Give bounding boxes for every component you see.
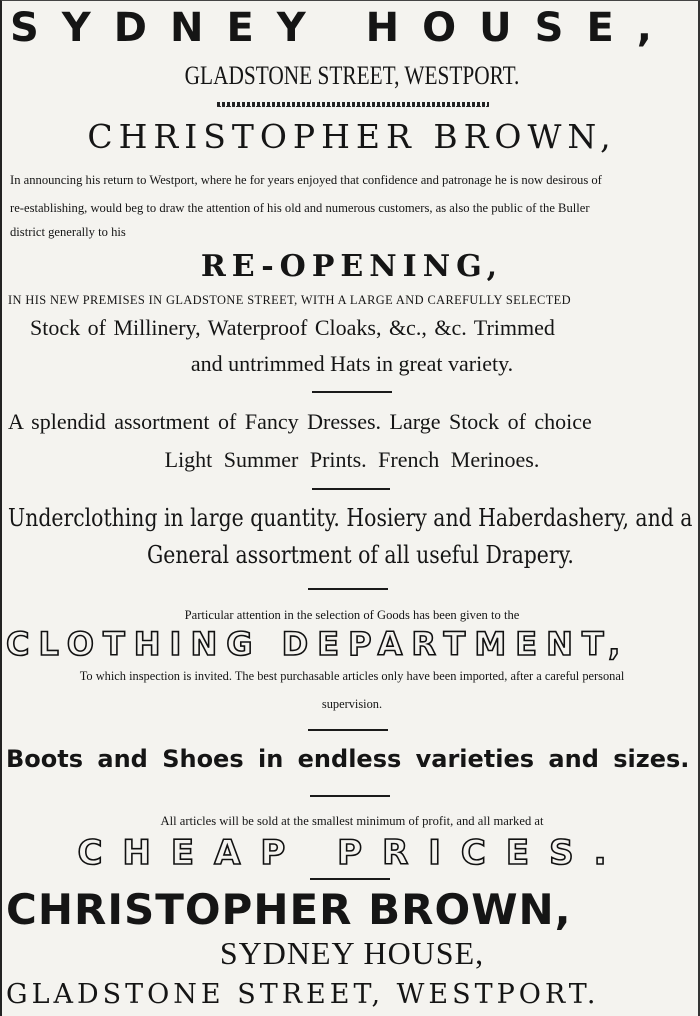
divider-5 bbox=[310, 795, 390, 797]
divider-3 bbox=[308, 588, 388, 590]
clothing-lead: Particular attention in the selection of Goods has been given to the bbox=[184, 608, 520, 622]
drapery-line-1: Underclothing in large quantity. Hosiery and Haberdashery, and a bbox=[8, 504, 693, 532]
stock-line-1: Stock of Millinery, Waterproof Cloaks, &c., &c. Trimmed bbox=[30, 315, 555, 340]
intro-line-1: In announcing his return to Westport, where he for years enjoyed that confidence and patronage he is now desirous of bbox=[10, 173, 602, 187]
footer-house: SYDNEY HOUSE, bbox=[219, 935, 485, 971]
pricing-lead: All articles will be sold at the smallest minimum of profit, and all marked at bbox=[160, 814, 544, 828]
intro-line-3: district generally to his bbox=[10, 225, 126, 239]
stock-line-2: and untrimmed Hats in great variety. bbox=[190, 351, 514, 376]
footer-address: GLADSTONE STREET, WESTPORT. bbox=[6, 979, 600, 1010]
reopening-heading: RE-OPENING, bbox=[200, 249, 504, 284]
ornamental-rule bbox=[217, 102, 489, 107]
dresses-line-1: A splendid assortment of Fancy Dresses. Large Stock of choice bbox=[8, 409, 592, 434]
drapery-line-2: General assortment of all useful Drapery. bbox=[147, 541, 574, 569]
proprietor-name: CHRISTOPHER BROWN, bbox=[87, 117, 617, 156]
shop-title: SYDNEY HOUSE, bbox=[10, 5, 675, 51]
divider-6 bbox=[310, 878, 390, 880]
divider-2 bbox=[312, 488, 390, 490]
divider-4 bbox=[308, 729, 388, 731]
premises-line: IN HIS NEW PREMISES IN GLADSTONE STREET, WITH A LARGE AND CAREFULLY SELECTED bbox=[8, 293, 571, 307]
cheap-prices-heading: CHEAP PRICES. bbox=[77, 833, 627, 873]
shop-address: GLADSTONE STREET, WESTPORT. bbox=[184, 61, 520, 90]
clothing-heading: CLOTHING DEPARTMENT, bbox=[6, 625, 630, 663]
clothing-note-2: supervision. bbox=[321, 697, 383, 711]
dresses-line-2: Light Summer Prints. French Merinoes. bbox=[164, 447, 540, 472]
boots-line: Boots and Shoes in endless varieties and sizes. bbox=[6, 745, 690, 773]
divider-1 bbox=[312, 391, 392, 393]
clothing-note-1: To which inspection is invited. The best purchasable articles only have been imported, after a careful personal bbox=[79, 669, 625, 683]
footer-name: CHRISTOPHER BROWN, bbox=[6, 885, 572, 934]
intro-line-2: re-establishing, would beg to draw the attention of his old and numerous customers, as also the public of the Buller bbox=[10, 201, 590, 215]
